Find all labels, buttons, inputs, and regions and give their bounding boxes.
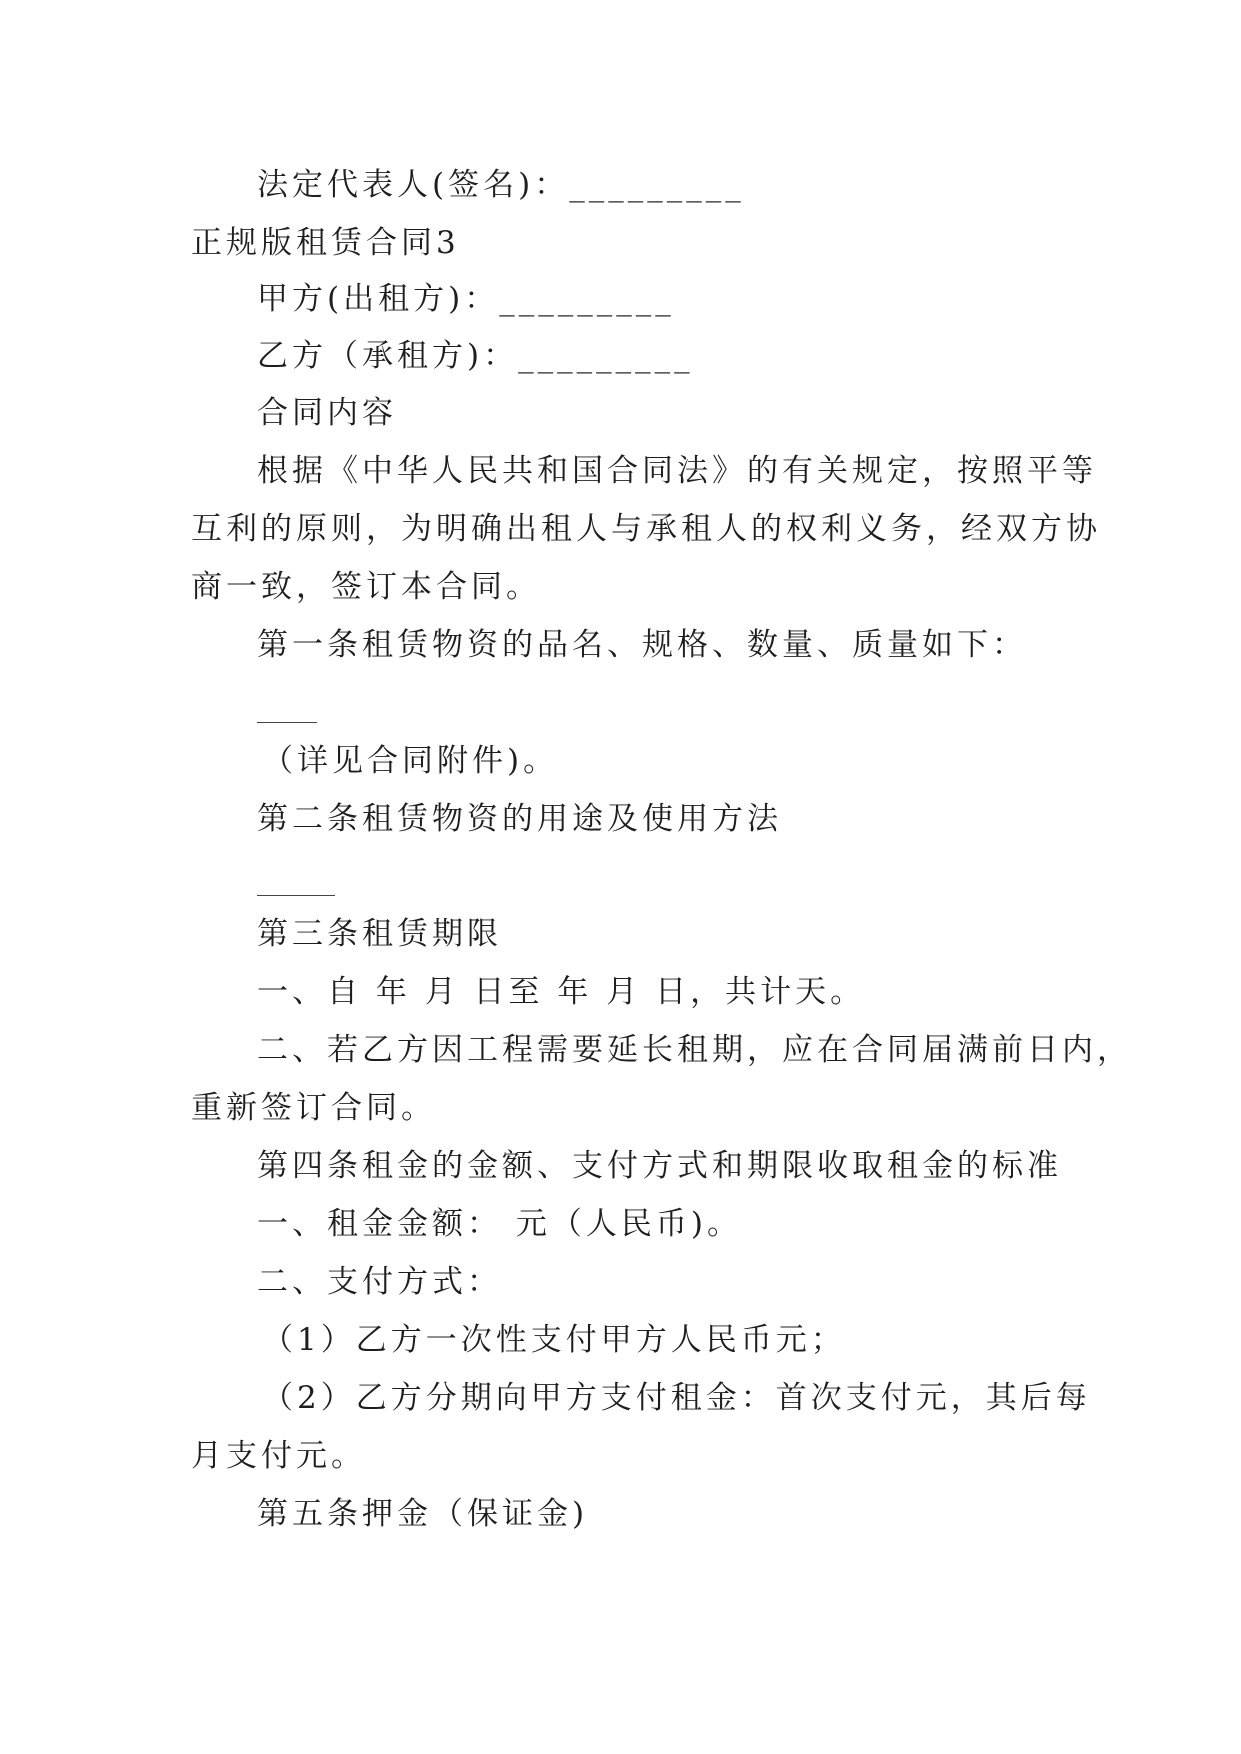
article-2-heading: 第二条租赁物资的用途及使用方法 bbox=[257, 801, 782, 837]
paragraph-line: 重新签订合同。 bbox=[191, 1090, 436, 1126]
paragraph-line: 二、若乙方因工程需要延长租期，应在合同届满前日内， bbox=[257, 1032, 1132, 1068]
paragraph-line: 互利的原则，为明确出租人与承租人的权利义务，经双方协 bbox=[191, 511, 1101, 547]
legal-representative-signature-line: 法定代表人(签名)：_________ bbox=[257, 167, 745, 203]
fill-in-blank bbox=[257, 895, 335, 896]
paragraph-line: 根据《中华人民共和国合同法》的有关规定，按照平等 bbox=[257, 453, 1097, 489]
paragraph-line: （详见合同附件)。 bbox=[262, 743, 559, 779]
paragraph-line: 商一致，签订本合同。 bbox=[191, 569, 541, 605]
paragraph-line: 月支付元。 bbox=[191, 1438, 366, 1474]
paragraph-line: （1）乙方一次性支付甲方人民币元； bbox=[262, 1322, 846, 1358]
party-a-line: 甲方(出租方)：_________ bbox=[257, 281, 675, 317]
section-heading-contract-content: 合同内容 bbox=[257, 395, 397, 431]
article-4-heading: 第四条租金的金额、支付方式和期限收取租金的标准 bbox=[257, 1148, 1062, 1184]
paragraph-line: 一、租金金额： 元（人民币)。 bbox=[257, 1206, 742, 1242]
paragraph-line: 一、自 年 月 日至 年 月 日，共计天。 bbox=[257, 974, 866, 1010]
paragraph-line: （2）乙方分期向甲方支付租金：首次支付元，其后每 bbox=[262, 1380, 1091, 1416]
article-1-heading: 第一条租赁物资的品名、规格、数量、质量如下： bbox=[257, 627, 1027, 663]
party-b-line: 乙方（承租方)：_________ bbox=[257, 338, 694, 374]
paragraph-line: 二、支付方式： bbox=[257, 1264, 502, 1300]
article-5-heading: 第五条押金（保证金) bbox=[257, 1496, 589, 1532]
article-3-heading: 第三条租赁期限 bbox=[257, 916, 502, 952]
fill-in-blank bbox=[257, 722, 317, 723]
contract-title: 正规版租赁合同3 bbox=[191, 225, 460, 261]
